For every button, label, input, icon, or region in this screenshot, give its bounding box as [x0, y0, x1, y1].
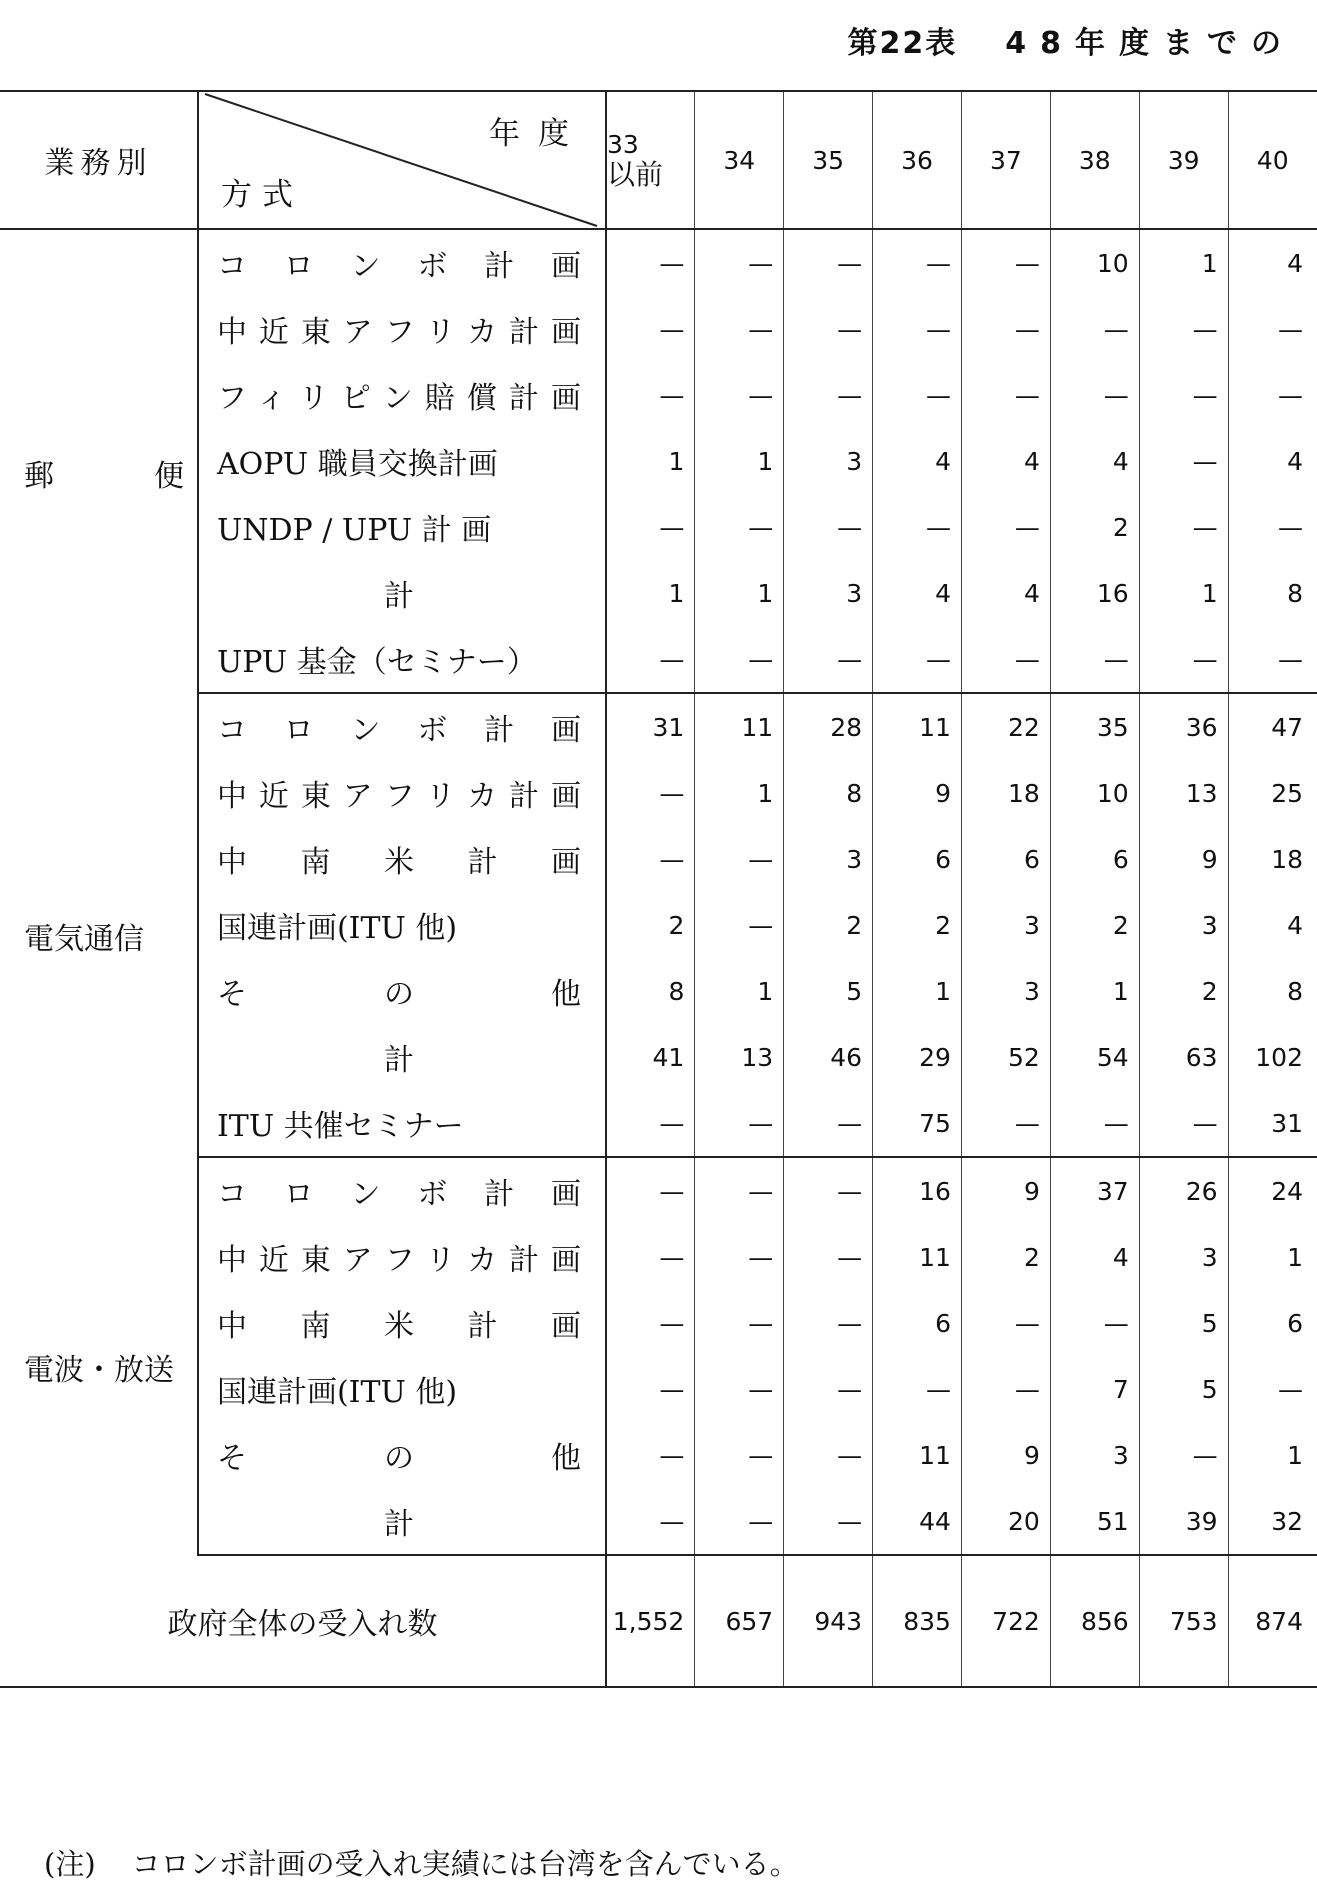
value-cell: 51: [1050, 1488, 1139, 1555]
value-cell: —: [1278, 314, 1303, 344]
value-cell: 1: [1287, 1440, 1303, 1470]
method-cell: [198, 1488, 606, 1555]
value-cell: —: [606, 760, 695, 826]
method-label: UPU 基金（セミナー）: [216, 645, 537, 680]
value-cell: 1: [873, 958, 962, 1024]
value-cell: —: [961, 362, 1050, 428]
table-row: [0, 826, 1317, 892]
method-label: 中近東アフリカ計画: [216, 1243, 581, 1278]
method-label: 計: [383, 1507, 414, 1542]
value-cell: 22: [961, 693, 1050, 760]
value-cell: —: [784, 626, 873, 693]
value-cell: —: [695, 1422, 784, 1488]
acceptance-table: [0, 90, 1317, 1688]
table-row: [0, 362, 1317, 428]
value-cell: —: [1139, 1422, 1228, 1488]
value-cell: —: [606, 494, 695, 560]
value-cell: —: [1050, 1290, 1139, 1356]
value-cell: —: [784, 362, 873, 428]
method-cell: [198, 693, 606, 760]
value-cell: 36: [1139, 693, 1228, 760]
business-cell: [0, 229, 198, 693]
business-label: 電波・放送: [24, 1353, 174, 1388]
value-cell: —: [606, 1224, 695, 1290]
value-cell: —: [695, 229, 784, 296]
header-method: 方式: [220, 177, 303, 213]
value-cell: 24: [1271, 1176, 1303, 1206]
value-cell: 9: [961, 1157, 1050, 1224]
value-cell: 26: [1139, 1157, 1228, 1224]
method-label: AOPU 職員交換計画: [216, 447, 498, 482]
method-label: 中南米計画: [216, 845, 581, 880]
value-cell: 31: [606, 693, 695, 760]
header-year: 年度: [488, 116, 587, 152]
value-cell: 1: [1287, 1242, 1303, 1272]
value-cell: 29: [873, 1024, 962, 1090]
value-cell: 2: [606, 892, 695, 958]
value-cell: —: [873, 494, 962, 560]
value-cell: —: [695, 296, 784, 362]
value-cell: 16: [873, 1157, 962, 1224]
method-cell: [198, 892, 606, 958]
value-cell: 11: [695, 693, 784, 760]
value-cell: —: [606, 229, 695, 296]
method-label: 国連計画(ITU 他): [216, 911, 458, 946]
business-cell: [0, 1157, 198, 1555]
business-label: 電気通信: [24, 922, 144, 957]
method-label: その他: [216, 1441, 581, 1476]
method-cell: [198, 1090, 606, 1157]
value-cell: —: [1050, 296, 1139, 362]
header-year-4: 37: [961, 91, 1050, 229]
header-year-2: 35: [784, 91, 873, 229]
value-cell: —: [961, 1356, 1050, 1422]
value-cell: —: [784, 229, 873, 296]
value-cell: 5: [1139, 1356, 1228, 1422]
value-cell: —: [606, 296, 695, 362]
table-row: [0, 1224, 1317, 1290]
value-cell: —: [1050, 1090, 1139, 1157]
value-cell: —: [784, 1090, 873, 1157]
value-cell: 1: [695, 760, 784, 826]
method-cell: [198, 296, 606, 362]
total-value-cell: 722: [961, 1555, 1050, 1687]
value-cell: 3: [1139, 892, 1228, 958]
value-cell: 3: [784, 560, 873, 626]
table-row: [0, 892, 1317, 958]
total-value-cell: 856: [1050, 1555, 1139, 1687]
table-row: [0, 560, 1317, 626]
header-year-7: 40: [1228, 91, 1317, 229]
total-value-cell: 753: [1139, 1555, 1228, 1687]
value-cell: 20: [961, 1488, 1050, 1555]
value-cell: 28: [784, 693, 873, 760]
value-cell: 39: [1139, 1488, 1228, 1555]
value-cell: 2: [1050, 494, 1139, 560]
value-cell: 2: [784, 892, 873, 958]
method-cell: [198, 760, 606, 826]
header-year-0: [606, 91, 695, 229]
value-cell: 25: [1271, 778, 1303, 808]
value-cell: —: [961, 1090, 1050, 1157]
value-cell: —: [961, 296, 1050, 362]
value-cell: —: [784, 1422, 873, 1488]
value-cell: —: [784, 494, 873, 560]
value-cell: 3: [1139, 1224, 1228, 1290]
value-cell: 6: [1287, 1308, 1303, 1338]
value-cell: 8: [606, 958, 695, 1024]
value-cell: —: [961, 494, 1050, 560]
value-cell: —: [695, 892, 784, 958]
value-cell: 5: [1139, 1290, 1228, 1356]
value-cell: 9: [1139, 826, 1228, 892]
method-cell: [198, 1024, 606, 1090]
value-cell: 10: [1050, 229, 1139, 296]
value-cell: 4: [873, 428, 962, 494]
value-cell: —: [961, 626, 1050, 693]
value-cell: —: [606, 626, 695, 693]
value-cell: 102: [1255, 1042, 1303, 1072]
value-cell: —: [873, 362, 962, 428]
value-cell: 6: [961, 826, 1050, 892]
value-cell: —: [784, 1290, 873, 1356]
total-value-cell: 874: [1228, 1555, 1317, 1687]
value-cell: —: [606, 1290, 695, 1356]
method-cell: [198, 428, 606, 494]
method-cell: [198, 560, 606, 626]
value-cell: —: [784, 1224, 873, 1290]
value-cell: —: [1278, 380, 1303, 410]
value-cell: 6: [873, 1290, 962, 1356]
footnote: [44, 1842, 799, 1883]
value-cell: —: [695, 1224, 784, 1290]
value-cell: 2: [961, 1224, 1050, 1290]
value-cell: 2: [873, 892, 962, 958]
value-cell: 47: [1271, 712, 1303, 742]
value-cell: 4: [1050, 1224, 1139, 1290]
value-cell: —: [961, 1290, 1050, 1356]
value-cell: —: [606, 1157, 695, 1224]
value-cell: 75: [873, 1090, 962, 1157]
method-label: コロンボ計画: [216, 713, 581, 748]
value-cell: —: [695, 826, 784, 892]
table-row: [0, 1356, 1317, 1422]
value-cell: 1: [606, 428, 695, 494]
method-cell: [198, 826, 606, 892]
value-cell: 8: [1287, 976, 1303, 1006]
value-cell: —: [784, 1356, 873, 1422]
value-cell: —: [1228, 626, 1317, 693]
footnote-label: (注): [44, 1847, 96, 1881]
value-cell: 7: [1050, 1356, 1139, 1422]
method-label: コロンボ計画: [216, 1177, 581, 1212]
value-cell: 52: [961, 1024, 1050, 1090]
value-cell: 37: [1050, 1157, 1139, 1224]
value-cell: 32: [1228, 1488, 1317, 1555]
total-value-cell: 943: [784, 1555, 873, 1687]
method-cell: [198, 494, 606, 560]
value-cell: —: [695, 626, 784, 693]
total-row: [0, 1555, 1317, 1687]
method-label: ITU 共催セミナー: [216, 1109, 464, 1144]
method-label: 計: [383, 579, 414, 614]
method-label: 計: [383, 1043, 414, 1078]
footnote-text: コロンボ計画の受入れ実績には台湾を含んでいる。: [131, 1847, 799, 1881]
value-cell: 13: [1139, 760, 1228, 826]
value-cell: 13: [695, 1024, 784, 1090]
value-cell: 10: [1050, 760, 1139, 826]
method-label: 中南米計画: [216, 1309, 581, 1344]
table-row: [0, 693, 1317, 760]
method-cell: [198, 1422, 606, 1488]
value-cell: 3: [784, 428, 873, 494]
value-cell: —: [606, 1090, 695, 1157]
value-cell: 16: [1050, 560, 1139, 626]
method-cell: [198, 626, 606, 693]
table-row: [0, 1290, 1317, 1356]
value-cell: —: [873, 229, 962, 296]
value-cell: 1: [695, 560, 784, 626]
method-label: 国連計画(ITU 他): [216, 1375, 458, 1410]
value-cell: —: [1139, 428, 1228, 494]
table-row: [0, 1024, 1317, 1090]
header-row: [0, 91, 1317, 229]
value-cell: —: [695, 1290, 784, 1356]
header-year-1: 34: [695, 91, 784, 229]
value-cell: —: [873, 296, 962, 362]
value-cell: —: [606, 1488, 695, 1555]
method-cell: [198, 362, 606, 428]
method-cell: [198, 1224, 606, 1290]
business-label: 郵 便: [24, 458, 184, 494]
value-cell: —: [1139, 296, 1228, 362]
method-cell: [198, 1290, 606, 1356]
value-cell: 46: [784, 1024, 873, 1090]
total-value-cell: 657: [695, 1555, 784, 1687]
value-cell: —: [695, 1356, 784, 1422]
value-cell: —: [1278, 1374, 1303, 1404]
value-cell: 11: [873, 1422, 962, 1488]
value-cell: 1: [1139, 229, 1228, 296]
value-cell: 4: [961, 560, 1050, 626]
header-business: 業務別: [0, 91, 198, 229]
value-cell: 11: [873, 693, 962, 760]
value-cell: 4: [961, 428, 1050, 494]
value-cell: 2: [1050, 892, 1139, 958]
table-number: 第22表: [847, 26, 958, 61]
value-cell: 4: [1287, 446, 1303, 476]
value-cell: 4: [873, 560, 962, 626]
value-cell: —: [1139, 362, 1228, 428]
value-cell: —: [784, 1488, 873, 1555]
table-row: [0, 1422, 1317, 1488]
value-cell: —: [695, 494, 784, 560]
value-cell: 3: [961, 892, 1050, 958]
method-cell: [198, 229, 606, 296]
value-cell: —: [606, 362, 695, 428]
value-cell: 11: [873, 1224, 962, 1290]
total-value-cell: 835: [873, 1555, 962, 1687]
value-cell: 3: [784, 826, 873, 892]
value-cell: 31: [1228, 1090, 1317, 1157]
value-cell: —: [695, 1090, 784, 1157]
value-cell: —: [606, 1422, 695, 1488]
method-cell: [198, 1356, 606, 1422]
value-cell: 1: [695, 958, 784, 1024]
value-cell: 9: [873, 760, 962, 826]
value-cell: 1: [695, 428, 784, 494]
value-cell: —: [695, 1157, 784, 1224]
table-row: [0, 760, 1317, 826]
table-row: [0, 1157, 1317, 1224]
value-cell: —: [695, 362, 784, 428]
method-label: 中近東アフリカ計画: [216, 315, 581, 350]
value-cell: 8: [1287, 578, 1303, 608]
value-cell: 1: [1139, 560, 1228, 626]
table-row: [0, 958, 1317, 1024]
value-cell: 63: [1139, 1024, 1228, 1090]
value-cell: 44: [873, 1488, 962, 1555]
value-cell: —: [1139, 1090, 1228, 1157]
table-row: [0, 1488, 1317, 1555]
value-cell: 6: [873, 826, 962, 892]
value-cell: 2: [1139, 958, 1228, 1024]
table-title: [848, 18, 1296, 62]
table-body: [0, 229, 1317, 1687]
value-cell: 3: [1050, 1422, 1139, 1488]
method-label: その他: [216, 977, 581, 1012]
value-cell: —: [1139, 494, 1228, 560]
method-label: UNDP / UPU 計 画: [216, 513, 492, 548]
value-cell: 35: [1050, 693, 1139, 760]
business-cell: [0, 693, 198, 1157]
header-year-6: 39: [1139, 91, 1228, 229]
total-label: 政府全体の受入れ数: [0, 1555, 606, 1687]
value-cell: 41: [606, 1024, 695, 1090]
header-year-line: 33 以前: [606, 130, 663, 191]
value-cell: 8: [784, 760, 873, 826]
method-label: 中近東アフリカ計画: [216, 779, 581, 814]
value-cell: 4: [1287, 910, 1303, 940]
table-row: [0, 494, 1317, 560]
table-row: [0, 428, 1317, 494]
value-cell: 6: [1050, 826, 1139, 892]
value-cell: 3: [961, 958, 1050, 1024]
table-row: [0, 626, 1317, 693]
method-label: コロンボ計画: [216, 249, 581, 284]
value-cell: —: [695, 1488, 784, 1555]
method-label: フィリピン賠償計画: [216, 381, 581, 416]
total-value-cell: 1,552: [606, 1555, 695, 1687]
method-cell: [198, 958, 606, 1024]
table-row: [0, 296, 1317, 362]
value-cell: —: [606, 826, 695, 892]
value-cell: —: [1139, 626, 1228, 693]
value-cell: —: [873, 1356, 962, 1422]
value-cell: —: [606, 1356, 695, 1422]
table-row: [0, 229, 1317, 296]
value-cell: —: [784, 296, 873, 362]
header-year-3: 36: [873, 91, 962, 229]
value-cell: 18: [1271, 844, 1303, 874]
value-cell: 4: [1050, 428, 1139, 494]
value-cell: 5: [784, 958, 873, 1024]
value-cell: —: [1278, 512, 1303, 542]
value-cell: —: [784, 1157, 873, 1224]
table-row: [0, 1090, 1317, 1157]
header-year-5: 38: [1050, 91, 1139, 229]
value-cell: 4: [1287, 248, 1303, 278]
value-cell: —: [873, 626, 962, 693]
value-cell: 1: [606, 560, 695, 626]
value-cell: 1: [1050, 958, 1139, 1024]
value-cell: 9: [961, 1422, 1050, 1488]
value-cell: —: [961, 229, 1050, 296]
value-cell: 54: [1050, 1024, 1139, 1090]
value-cell: —: [1050, 362, 1139, 428]
value-cell: —: [1050, 626, 1139, 693]
header-diagonal-cell: [198, 91, 606, 229]
value-cell: 18: [961, 760, 1050, 826]
table-subtitle: 48年度までの: [1005, 26, 1295, 61]
method-cell: [198, 1157, 606, 1224]
